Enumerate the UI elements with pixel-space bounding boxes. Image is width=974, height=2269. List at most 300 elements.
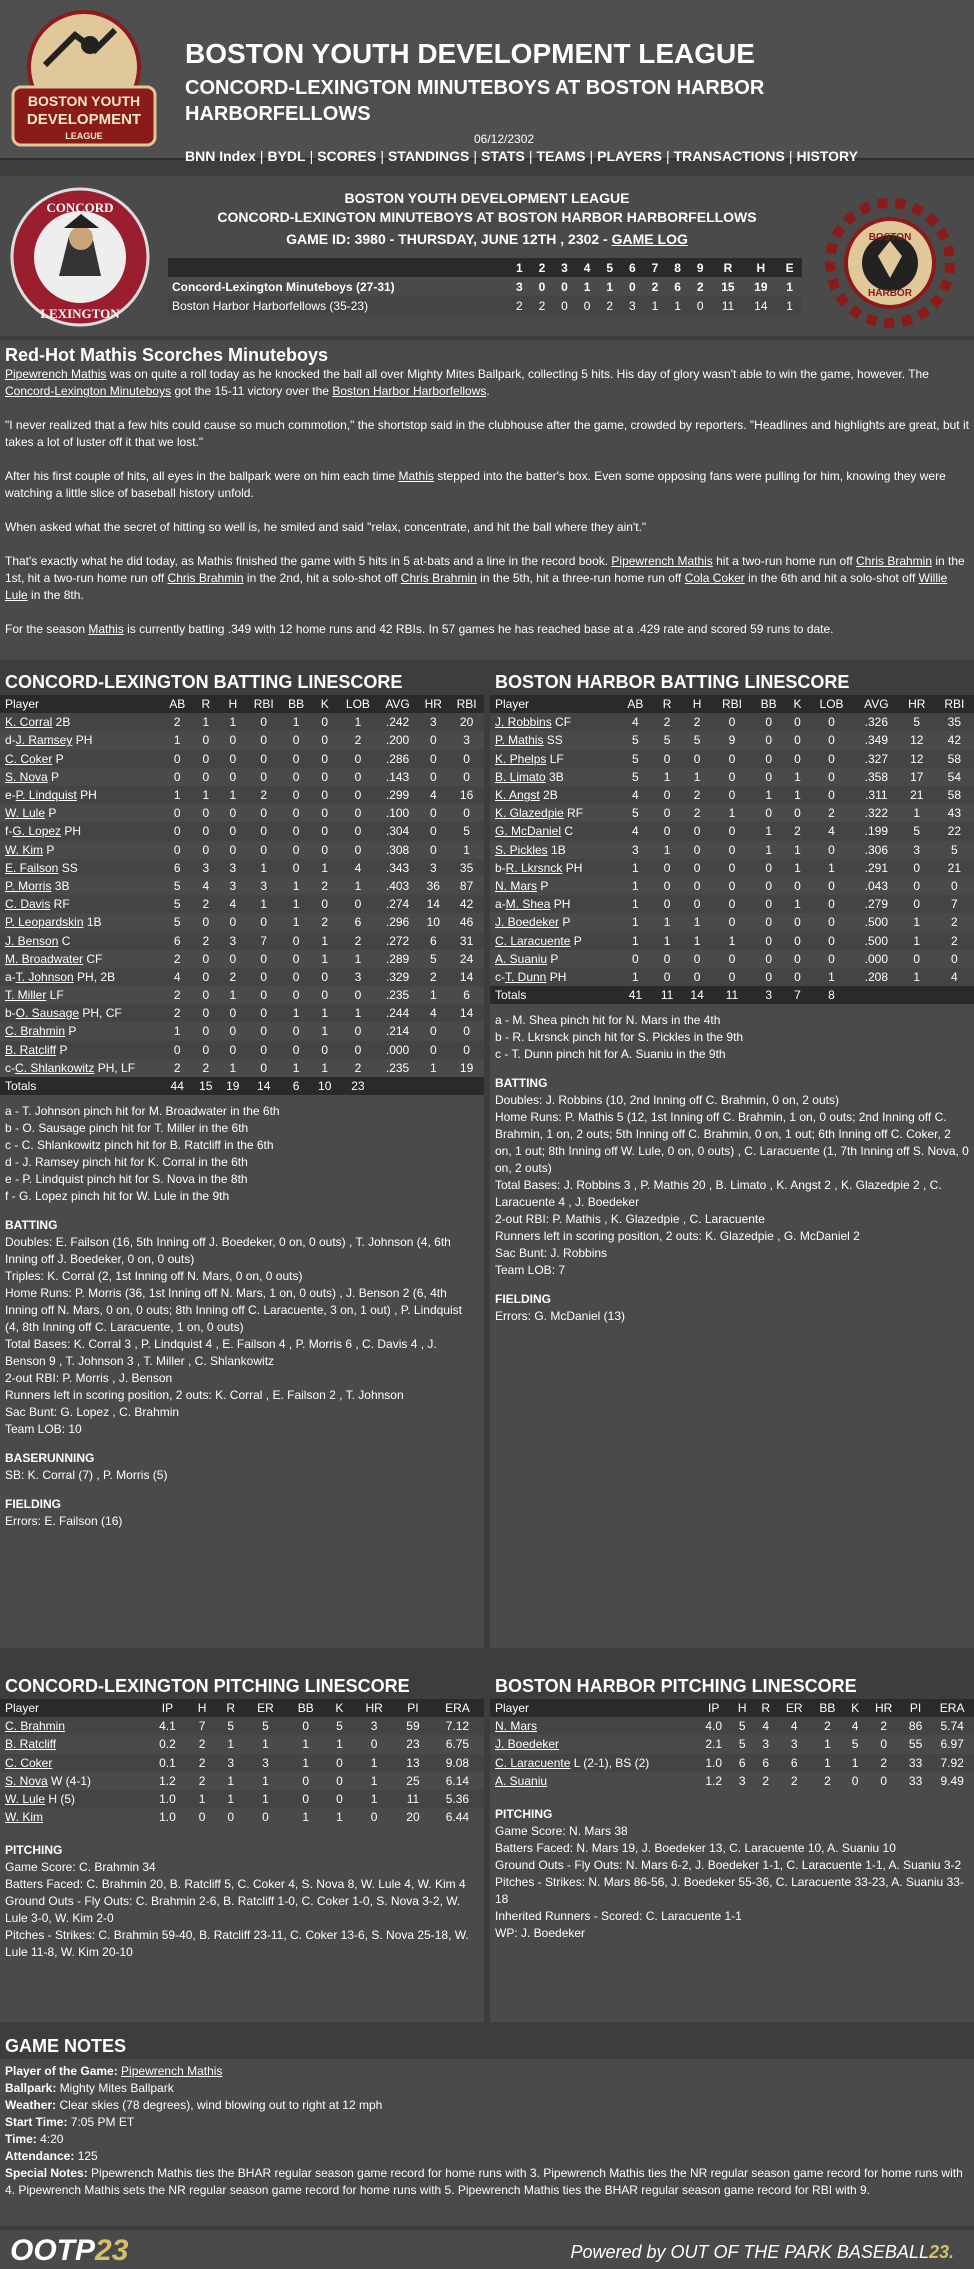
stat-cell: 5 [429, 951, 437, 966]
stat-cell: 0 [292, 769, 300, 784]
player-cell [0, 822, 162, 840]
stat-cell: 0 [809, 895, 854, 913]
ls-cell: 11 [711, 296, 744, 315]
player-position: C [58, 933, 71, 948]
ls-h-5: 5 [598, 258, 621, 277]
stat-cell: 1 [618, 895, 652, 913]
stat-cell: 42 [449, 895, 484, 913]
stat-cell: 1 [809, 968, 854, 986]
stat-cell: 0 [752, 859, 786, 877]
column-header: RBI [449, 695, 484, 713]
scoreboard [0, 176, 974, 336]
baserunning-header: BASERUNNING [5, 1451, 95, 1466]
stat-cell: 58 [935, 786, 974, 804]
stat-cell: 0 [326, 1790, 354, 1808]
stat-cell: 0 [652, 750, 681, 768]
story-text: got the 15-11 victory over the [171, 384, 333, 398]
stat-cell: 4 [417, 786, 449, 804]
stat-cell: 4 [935, 968, 974, 986]
stat-cell: 0 [728, 878, 736, 893]
stat-cell: 5 [632, 733, 639, 748]
stat-cell: 5 [326, 1717, 354, 1735]
player-link[interactable]: M. Shea [505, 897, 551, 912]
stat-cell: 0 [765, 733, 772, 748]
player-link[interactable]: W. Lule [5, 806, 46, 821]
stat-cell: 0 [652, 968, 681, 986]
stat-cell: 1 [913, 915, 921, 930]
stat-cell: 1 [246, 859, 281, 877]
player-link[interactable]: N. Mars [495, 878, 537, 893]
stat-cell: 14 [449, 968, 484, 986]
stat-cell: 0 [417, 822, 449, 840]
totals-cell [378, 1077, 418, 1095]
player-cell [490, 931, 618, 949]
stat-cell: 1 [429, 1060, 437, 1075]
stat-cell: 4 [202, 878, 210, 893]
stat-cell: 0 [752, 931, 786, 949]
game-notes-title: GAME NOTES [0, 2028, 974, 2059]
stat-cell: 0 [794, 951, 801, 966]
home-batting-notes [490, 1004, 974, 1329]
stat-cell: 0 [260, 915, 268, 930]
player-link[interactable]: B. Ratcliff [5, 1042, 57, 1057]
stat-cell: 1.0 [159, 1810, 176, 1825]
stat-cell: 0 [354, 769, 362, 784]
stat-cell: 7 [935, 895, 974, 913]
player-link[interactable]: J. Benson [5, 933, 59, 948]
nav-players[interactable]: PLAYERS [597, 148, 662, 164]
column-header: PI [395, 1699, 431, 1717]
stat-cell: 36 [426, 878, 440, 893]
stat-cell: 0 [227, 1810, 235, 1825]
stat-cell: 1 [311, 931, 338, 949]
site-header [0, 0, 974, 164]
player-link[interactable]: K. Glazedpie [495, 806, 564, 821]
player-link[interactable]: G. McDaniel [495, 824, 562, 839]
table-row [490, 1717, 974, 1735]
stat-cell: 3 [260, 878, 268, 893]
table-row [0, 731, 484, 749]
player-cell [0, 1754, 147, 1772]
player-link[interactable]: B. Limato [495, 769, 546, 784]
stat-cell: 0 [219, 1004, 246, 1022]
stat-cell: 4 [162, 968, 192, 986]
stat-cell: 2 [354, 1060, 362, 1075]
player-link[interactable]: C. Shlankowitz [15, 1060, 95, 1075]
stat-cell: 5.36 [431, 1790, 484, 1808]
stat-cell: 59 [395, 1717, 431, 1735]
stat-cell: 0 [752, 895, 786, 913]
player-link[interactable]: N. Mars [495, 1719, 537, 1734]
player-link[interactable]: R. Lkrsnck [505, 860, 563, 875]
nav-transactions[interactable]: TRANSACTIONS [673, 148, 785, 164]
player-link[interactable]: C. Davis [5, 897, 51, 912]
player-link[interactable]: J. Ramsey [15, 733, 73, 748]
stolen-bases-line: SB: K. Corral (7) , P. Morris (5) [5, 1468, 168, 1483]
player-position: P [570, 933, 582, 948]
main-nav: BNN Index | BYDL | SCORES | STANDINGS | STATS | TEAMS | PLAYERS | TRANSACTIONS | HISTORY [185, 148, 858, 164]
stat-cell: 0 [463, 806, 470, 821]
stat-cell: 2 [192, 895, 219, 913]
column-header: LOB [809, 695, 854, 713]
stat-cell: 0 [950, 878, 958, 893]
stat-cell: 1 [353, 1790, 395, 1808]
ls-h-r: R [711, 258, 744, 277]
player-cell [0, 804, 162, 822]
team-link[interactable]: Concord-Lexington Minuteboys [5, 384, 172, 398]
player-link[interactable]: Mathis [398, 469, 434, 483]
ls-cell: 0 [629, 279, 636, 294]
stat-cell: 0 [260, 988, 268, 1003]
player-link[interactable]: C. Brahmin [5, 1719, 66, 1734]
player-link[interactable]: M. Broadwater [5, 951, 84, 966]
player-link[interactable]: J. Boedeker [495, 915, 560, 930]
player-cell [490, 950, 618, 968]
player-position: PH [61, 824, 82, 839]
stat-cell: .244 [378, 1004, 418, 1022]
player-link[interactable]: C. Brahmin [5, 1024, 66, 1039]
player-link[interactable]: S. Pickles [495, 842, 548, 857]
ground-fly-line: Ground Outs - Fly Outs: N. Mars 6-2, J. Boedeker 1-1, C. Laracuente 1-1, A. Suaniu 3-2 [495, 1857, 962, 1872]
ls-cell: 1 [666, 296, 689, 315]
column-header: Player [0, 1699, 147, 1717]
player-link[interactable]: W. Lule [5, 1792, 46, 1807]
table-row [490, 968, 974, 986]
player-link[interactable]: P. Leopardskin [5, 915, 84, 930]
stat-cell: 0 [809, 786, 854, 804]
sub-note: d - J. Ramsey pinch hit for K. Corral in the 6th [5, 1155, 248, 1170]
stat-cell: 4 [338, 859, 377, 877]
stat-cell: 0 [260, 769, 268, 784]
sub-prefix: c- [5, 1060, 15, 1075]
stat-cell: 31 [449, 931, 484, 949]
ls-cell: 0 [538, 279, 546, 294]
notes-value: 125 [77, 2149, 98, 2163]
stat-cell: .304 [378, 822, 418, 840]
stat-cell: 1 [693, 915, 701, 930]
player-link[interactable]: J. Robbins [495, 715, 552, 730]
stat-cell: 6 [354, 915, 362, 930]
player-position: PH, 2B [73, 969, 116, 984]
player-link[interactable]: C. Coker [5, 751, 53, 766]
stat-cell: 6 [730, 1754, 754, 1772]
player-link[interactable]: P. Lindquist [15, 788, 77, 803]
stat-cell: 21 [899, 786, 935, 804]
totals-cell: 19 [219, 1077, 246, 1095]
notes-time [5, 2131, 969, 2148]
powered-by[interactable] [571, 2242, 955, 2263]
player-link[interactable]: Cola Coker [684, 571, 745, 585]
stat-cell: 24 [459, 951, 474, 966]
player-cell [0, 1735, 147, 1753]
stat-cell: 2 [762, 1773, 770, 1788]
player-link[interactable]: Chris Brahmin [855, 554, 933, 568]
stat-cell: 2 [417, 968, 449, 986]
stat-cell: .214 [385, 1024, 410, 1039]
stat-cell: 0 [429, 842, 437, 857]
stat-cell: 0 [192, 1004, 219, 1022]
player-position: PH, LF [94, 1060, 136, 1075]
stat-cell: 0 [229, 951, 237, 966]
stat-cell: 2 [693, 806, 701, 821]
notes-label: Player of the Game: [5, 2064, 122, 2078]
stat-cell: 3 [245, 1754, 286, 1772]
player-link[interactable]: Mathis [88, 622, 124, 636]
stat-cell: 0 [728, 769, 736, 784]
total-bases-line: Total Bases: J. Robbins 3 , P. Mathis 20 , B. Limato , K. Angst 2 , K. Glazedpie 2 , C. Laracuente 4 , J. Boedeker [495, 1178, 942, 1210]
column-header: HR [353, 1699, 395, 1717]
player-link[interactable]: Chris Brahmin [400, 571, 477, 585]
inherited-runners-line: Inherited Runners - Scored: C. Laracuente 1-1 [495, 1908, 742, 1923]
stat-cell: 1 [227, 1737, 235, 1752]
league-logo[interactable] [5, 5, 163, 155]
stat-cell: 0 [880, 1737, 887, 1752]
nav-standings[interactable]: STANDINGS [387, 148, 470, 164]
stat-cell: 0 [728, 951, 736, 966]
notes-value: Mighty Mites Ballpark [59, 2081, 174, 2095]
totals-cell [417, 1077, 449, 1095]
column-header: BB [286, 1699, 326, 1717]
player-link[interactable]: S. Nova [5, 769, 48, 784]
stat-cell: 35 [449, 859, 484, 877]
stat-cell: 1 [693, 769, 701, 784]
ootp-text: OOTP [10, 2234, 96, 2267]
stat-cell: 0 [311, 1041, 338, 1059]
player-link[interactable]: T. Dunn [505, 969, 547, 984]
player-position: 2B [52, 715, 71, 730]
stat-cell: 1.0 [697, 1754, 731, 1772]
batting-header: BATTING [495, 1076, 548, 1091]
player-link[interactable]: G. Lopez [12, 824, 62, 839]
player-link[interactable]: B. Ratcliff [5, 1737, 57, 1752]
stat-cell: 1 [353, 1754, 395, 1772]
ls-cell: 1 [606, 279, 614, 294]
stat-cell: 1 [765, 842, 772, 857]
line-score-away [168, 277, 802, 296]
stat-cell: 0 [292, 806, 300, 821]
player-link[interactable]: C. Coker [5, 1755, 53, 1770]
ls-cell: 3 [515, 279, 523, 294]
stat-cell: 1 [246, 895, 281, 913]
totals-cell: Totals [490, 986, 618, 1004]
player-position: P [52, 751, 64, 766]
stat-cell: 5 [738, 1737, 746, 1752]
column-header: AVG [378, 695, 418, 713]
player-link[interactable]: P. Morris [5, 878, 52, 893]
stat-cell: 0 [292, 733, 300, 748]
page-footer [0, 2230, 974, 2269]
sub-prefix: c- [495, 969, 505, 984]
player-cell [0, 1717, 147, 1735]
player-link[interactable]: E. Failson [5, 860, 59, 875]
stat-cell: 2 [173, 951, 181, 966]
notes-label: Special Notes: [5, 2166, 92, 2180]
stat-cell: 0 [752, 713, 786, 731]
player-link[interactable]: J. Boedeker [495, 1737, 560, 1752]
totals-cell: 11 [652, 986, 681, 1004]
stat-cell: 3 [417, 713, 449, 731]
player-cell [490, 768, 618, 786]
nav-stats[interactable]: STATS [481, 148, 525, 164]
player-link[interactable]: Pipewrench Mathis [611, 554, 713, 568]
stat-cell: 1 [663, 769, 671, 784]
stat-cell: 16 [449, 786, 484, 804]
stat-cell: 0 [198, 1810, 206, 1825]
stat-cell: 0 [173, 806, 181, 821]
stat-cell: 0 [202, 806, 210, 821]
player-link[interactable]: W. Kim [5, 1810, 43, 1825]
player-link[interactable]: K. Corral [5, 715, 53, 730]
table-row [0, 1790, 484, 1808]
stat-cell: 0 [246, 1004, 281, 1022]
stat-cell: .208 [854, 968, 899, 986]
stat-cell: 6.75 [445, 1737, 470, 1752]
player-position: P [65, 1024, 77, 1039]
stat-cell: 0 [809, 713, 854, 731]
table-row [490, 931, 974, 949]
player-link[interactable]: Chris Brahmin [167, 571, 244, 585]
away-batting-notes [0, 1095, 484, 1534]
player-link[interactable]: S. Nova [5, 1773, 48, 1788]
player-position: 1B [83, 915, 102, 930]
total-bases-line: Total Bases: K. Corral 3 , P. Lindquist 4 , E. Failson 4 , P. Morris 6 , C. Davis 4 , J. Benson 9 , T. Johnson 3 , T. Miller , C. Shlankowitz [5, 1337, 437, 1369]
stat-cell: 0 [682, 895, 713, 913]
fielding-header: FIELDING [5, 1497, 61, 1512]
player-link[interactable]: T. Johnson [15, 969, 74, 984]
stat-cell: 0 [463, 1024, 470, 1039]
player-link[interactable]: C. Laracuente [495, 1755, 571, 1770]
player-link[interactable]: K. Angst [495, 788, 540, 803]
stat-cell: 1 [786, 859, 810, 877]
stat-cell: 0 [913, 878, 921, 893]
stat-cell: 0 [354, 1024, 362, 1039]
stat-cell: 2 [866, 1717, 900, 1735]
stat-cell: 0 [429, 769, 437, 784]
stat-cell: 9 [728, 733, 736, 748]
away-team-logo[interactable] [9, 186, 151, 328]
player-position: P [547, 951, 559, 966]
batters-faced-line: Batters Faced: N. Mars 19, J. Boedeker 13, C. Laracuente 10, A. Suaniu 10 [495, 1840, 896, 1855]
player-link[interactable]: W. Kim [5, 842, 43, 857]
nav-bydl[interactable]: BYDL [267, 148, 306, 164]
player-link[interactable]: Willie Lule [5, 571, 948, 602]
table-row [490, 1735, 974, 1753]
player-link[interactable]: Pipewrench Mathis [121, 2064, 223, 2078]
home-logo-text2: HARBOR [868, 288, 912, 299]
player-link[interactable]: O. Sausage [15, 1006, 80, 1021]
ootp-logo[interactable] [10, 2234, 128, 2268]
doubles-line: Doubles: J. Robbins (10, 2nd Inning off C. Brahmin, 0 on, 2 outs) [495, 1093, 839, 1108]
stat-cell: 0 [712, 895, 751, 913]
stat-cell: .299 [378, 786, 418, 804]
stat-cell: 1 [728, 806, 736, 821]
stat-cell: 1 [712, 931, 751, 949]
player-cell [0, 731, 162, 749]
ls-away-team: Concord-Lexington Minuteboys (27-31) [172, 279, 395, 294]
totals-cell: 10 [311, 1077, 338, 1095]
stat-cell: 3 [353, 1717, 395, 1735]
sub-prefix: a- [5, 969, 16, 984]
stat-cell: 7.12 [431, 1717, 484, 1735]
stat-cell: 0 [292, 988, 300, 1003]
stat-cell: 3 [219, 859, 246, 877]
table-row [0, 950, 484, 968]
stat-cell: 4 [417, 1004, 449, 1022]
player-cell [490, 713, 618, 731]
game-log-link[interactable]: GAME LOG [611, 231, 688, 247]
stat-cell: 0 [632, 951, 639, 966]
player-link[interactable]: Pipewrench Mathis [5, 367, 107, 381]
stat-cell: 0 [728, 915, 736, 930]
team-lob-line: Team LOB: 7 [495, 1263, 566, 1278]
stat-cell: 0 [354, 806, 362, 821]
stat-cell: 1 [219, 786, 246, 804]
stat-cell: .143 [385, 769, 410, 784]
player-link[interactable]: T. Miller [5, 988, 47, 1003]
stat-cell: 2 [824, 1773, 831, 1788]
table-row [0, 768, 484, 786]
stat-cell: 0 [229, 769, 237, 784]
story-text: stepped into the batter's box. Even some opposing fans were pulling for him, knowing they were watching a little slice of baseball history unfold. [5, 469, 946, 500]
fielding-header: FIELDING [495, 1292, 551, 1307]
player-link[interactable]: C. Laracuente [495, 933, 571, 948]
nav-history[interactable]: HISTORY [796, 148, 858, 164]
stat-cell: 0 [311, 786, 338, 804]
line-score-table [168, 258, 802, 315]
table-row [0, 841, 484, 859]
stat-cell: 0 [693, 951, 701, 966]
ls-h-9: 9 [689, 258, 712, 277]
column-header: HR [417, 695, 449, 713]
player-cell [490, 968, 618, 986]
player-position: PH [550, 897, 571, 912]
nav-scores[interactable]: SCORES [317, 148, 377, 164]
player-cell [0, 913, 162, 931]
sub-prefix: f- [5, 824, 13, 839]
stat-cell: 1 [262, 1737, 269, 1752]
nav-teams[interactable]: TEAMS [536, 148, 586, 164]
stat-cell: 0 [663, 806, 671, 821]
sub-note: f - G. Lopez pinch hit for W. Lule in the 9th [5, 1189, 230, 1204]
stat-cell: 0 [794, 733, 801, 748]
team-link[interactable]: Boston Harbor Harborfellows [332, 384, 487, 398]
stat-cell: 6 [162, 931, 192, 949]
stat-cell: 1 [618, 859, 652, 877]
stat-cell: 3 [738, 1773, 746, 1788]
stat-cell: 0 [429, 806, 437, 821]
table-row [0, 1735, 484, 1753]
player-link[interactable]: A. Suaniu [495, 951, 548, 966]
home-team-logo[interactable] [823, 196, 958, 331]
stat-cell: 4 [777, 1717, 811, 1735]
nav-bnn-index[interactable]: BNN Index [185, 148, 256, 164]
notes-label: Attendance: [5, 2149, 78, 2163]
stat-cell: 0 [281, 1041, 311, 1059]
player-link[interactable]: A. Suaniu [495, 1773, 548, 1788]
story-text: is currently batting .349 with 12 home runs and 42 RBIs. In 57 games he has reached base at a .429 rate and scored 59 runs to date. [123, 622, 834, 636]
player-link[interactable]: K. Phelps [495, 751, 547, 766]
stat-cell: 2 [811, 1717, 844, 1735]
column-header: IP [697, 1699, 731, 1717]
ground-fly-line: Ground Outs - Fly Outs: C. Brahmin 2-6, B. Ratcliff 1-0, C. Coker 1-0, S. Nova 3-2, W. Lule 3-0, W. Kim 2-0 [5, 1894, 461, 1926]
sub-note: a - T. Johnson pinch hit for M. Broadwater in the 6th [5, 1104, 280, 1119]
stat-cell: 17 [910, 769, 924, 784]
ls-cell: 0 [576, 296, 599, 315]
stat-cell: 5 [950, 842, 958, 857]
stat-cell: 0 [880, 1773, 887, 1788]
player-link[interactable]: P. Mathis [495, 733, 544, 748]
stat-cell: 5 [632, 806, 639, 821]
